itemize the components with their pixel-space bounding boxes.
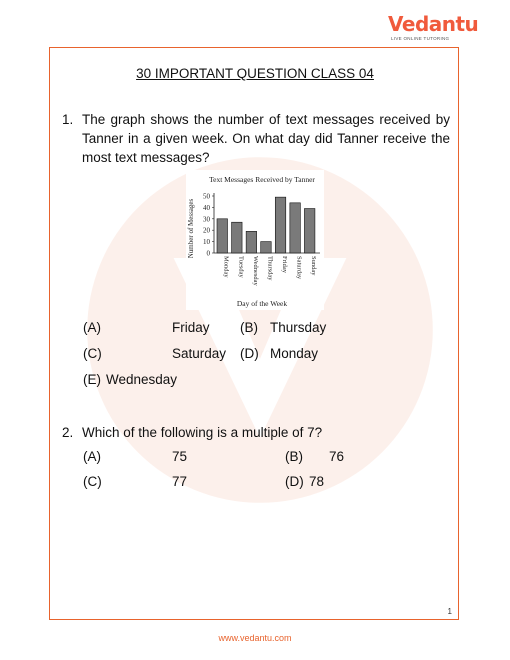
question-text: The graph shows the number of text messages received by Tanner in a given week. On what day did Tanner receive the most text messages? [82,112,450,165]
page-number: 1 [447,607,452,616]
logo-wordmark: Vedantu [388,12,479,36]
option-label: (A) [83,320,101,335]
bar [275,197,285,253]
question-number: 2. [62,425,74,440]
x-tick-label: Monday [222,256,230,278]
x-tick-label: Wednesday [251,256,259,286]
y-tick-label: 10 [203,238,210,247]
option-text: 77 [172,474,188,489]
option-label: (E) [83,372,101,387]
chart-xlabel: Day of the Week [236,299,288,308]
logo-tagline: LIVE ONLINE TUTORING [391,36,450,41]
y-tick-label: 20 [203,226,210,235]
question-number: 1. [62,112,74,127]
page-title: 30 IMPORTANT QUESTION CLASS 04 [136,66,374,81]
bar [232,222,242,253]
option-text: Saturday [172,346,227,361]
y-tick-label: 50 [203,192,210,201]
y-tick-label: 0 [206,249,210,258]
question-text: Which of the following is a multiple of 7? [82,425,323,440]
bar [261,242,271,253]
y-tick-label: 30 [203,215,210,224]
bar [246,231,256,253]
option-label: (B) [285,449,303,464]
x-tick-label: Saturday [295,256,303,280]
option-text: Monday [270,346,319,361]
vedantu-logo [388,12,479,48]
bar [304,209,314,253]
x-tick-label: Sunday [310,256,318,276]
bar-chart [186,170,324,310]
x-tick-label: Friday [281,256,289,273]
x-tick-label: Thursday [266,256,274,281]
option-text: 76 [329,449,345,464]
option-label: (B) [240,320,258,335]
option-label: (C) [83,474,102,489]
x-tick-label: Tuesday [237,256,245,278]
option-text: 78 [309,474,325,489]
chart-title: Text Messages Received by Tanner [209,175,315,184]
bar [217,219,227,253]
option-text: Wednesday [106,372,178,387]
y-tick-label: 40 [203,203,210,212]
option-text: 75 [172,449,188,464]
bar [290,203,300,253]
footer-url[interactable]: www.vedantu.com [218,633,292,643]
chart-ylabel: Number of Messages [187,198,195,259]
option-label: (A) [83,449,101,464]
option-label: (C) [83,346,102,361]
option-text: Thursday [270,320,327,335]
option-text: Friday [172,320,210,335]
option-label: (D) [240,346,259,361]
option-label: (D) [285,474,304,489]
